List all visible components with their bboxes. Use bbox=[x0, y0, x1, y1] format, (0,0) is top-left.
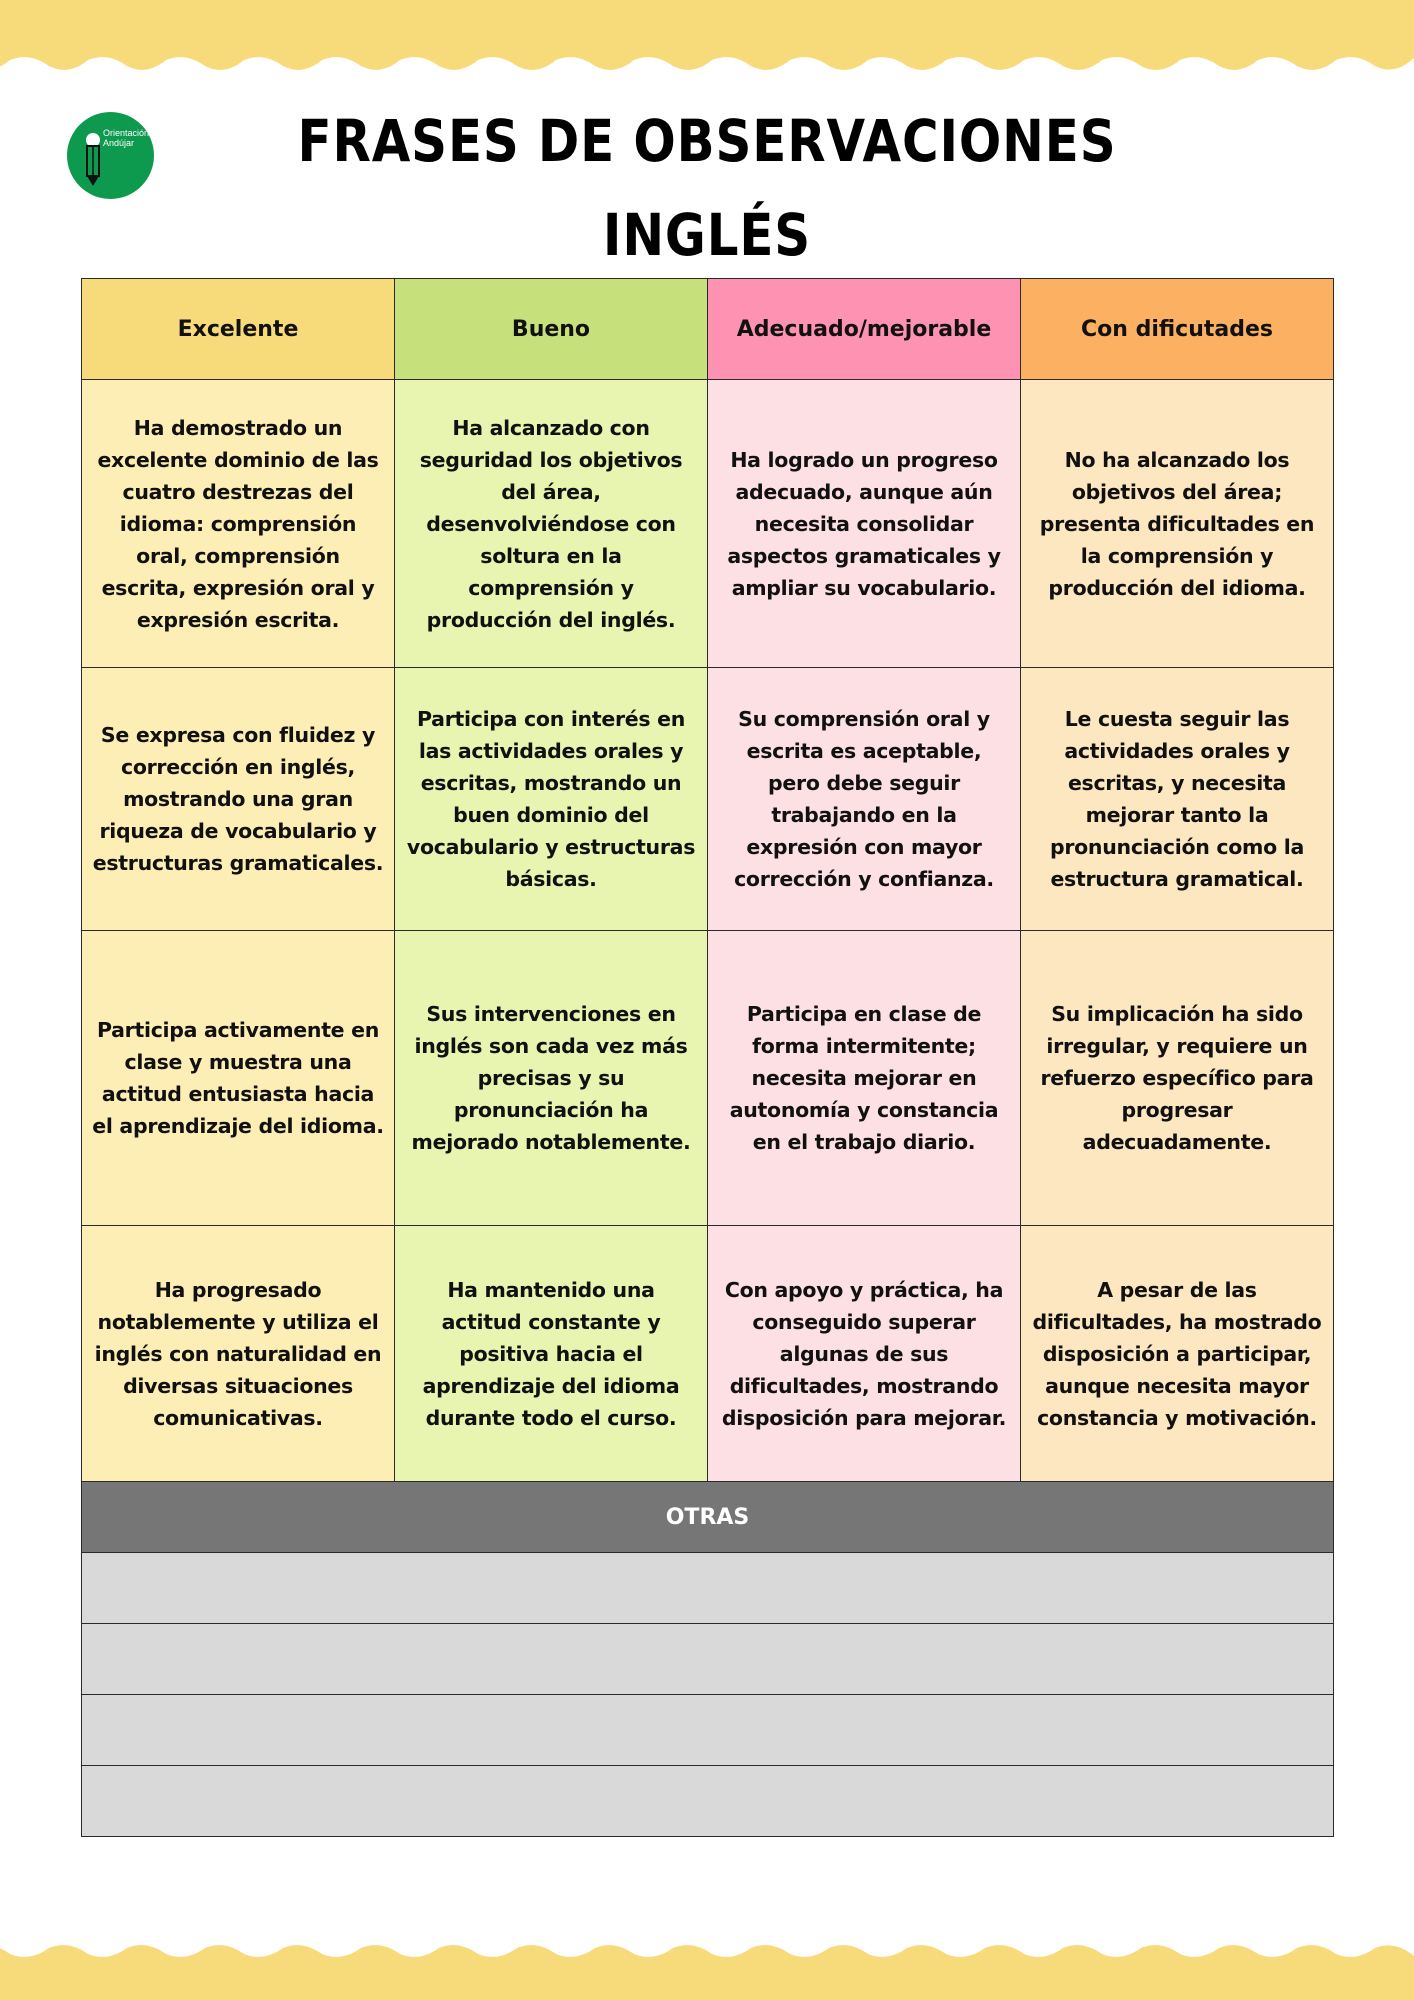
cell-excelente: Ha demostrado un excelente dominio de las cuatro destrezas del idioma: comprensión oral, comprensión escrita, expresión oral y expresión escrita. bbox=[82, 380, 395, 668]
table-row bbox=[82, 668, 1334, 931]
cell-excelente: Participa activamente en clase y muestra una actitud entusiasta hacia el aprendizaje del idioma. bbox=[82, 931, 395, 1226]
bottom-wave-band bbox=[0, 1938, 1414, 2000]
header-bueno: Bueno bbox=[395, 279, 708, 380]
cell-dificultades: A pesar de las dificultades, ha mostrado disposición a participar, aunque necesita mayor constancia y motivación. bbox=[1021, 1226, 1334, 1482]
page-title: FRASES DE OBSERVACIONES bbox=[297, 107, 1117, 175]
header-row bbox=[82, 279, 1334, 380]
otras-blank-row bbox=[82, 1695, 1334, 1766]
blank-line[interactable] bbox=[82, 1624, 1334, 1695]
logo-text: Orientación Andújar bbox=[103, 128, 150, 148]
blank-line[interactable] bbox=[82, 1695, 1334, 1766]
otras-header: OTRAS bbox=[82, 1482, 1334, 1553]
cell-bueno: Ha mantenido una actitud constante y positiva hacia el aprendizaje del idioma durante todo el curso. bbox=[395, 1226, 708, 1482]
table-row bbox=[82, 1226, 1334, 1482]
cell-dificultades: Le cuesta seguir las actividades orales y escritas, y necesita mejorar tanto la pronunciación como la estructura gramatical. bbox=[1021, 668, 1334, 931]
header-adecuado: Adecuado/mejorable bbox=[708, 279, 1021, 380]
cell-bueno: Ha alcanzado con seguridad los objetivos del área, desenvolviéndose con soltura en la comprensión y producción del inglés. bbox=[395, 380, 708, 668]
header-dificultades: Con dificutades bbox=[1021, 279, 1334, 380]
otras-blank-row bbox=[82, 1766, 1334, 1837]
top-wave-band bbox=[0, 0, 1414, 80]
otras-blank-row bbox=[82, 1553, 1334, 1624]
cell-adecuado: Su comprensión oral y escrita es aceptable, pero debe seguir trabajando en la expresión con mayor corrección y confianza. bbox=[708, 668, 1021, 931]
observations-table bbox=[81, 278, 1334, 1837]
otras-blank-row bbox=[82, 1624, 1334, 1695]
cell-excelente: Ha progresado notablemente y utiliza el inglés con naturalidad en diversas situaciones comunicativas. bbox=[82, 1226, 395, 1482]
cell-bueno: Sus intervenciones en inglés son cada vez más precisas y su pronunciación ha mejorado notablemente. bbox=[395, 931, 708, 1226]
cell-dificultades: No ha alcanzado los objetivos del área; presenta dificultades en la comprensión y producción del idioma. bbox=[1021, 380, 1334, 668]
cell-bueno: Participa con interés en las actividades orales y escritas, mostrando un buen dominio del vocabulario y estructuras básicas. bbox=[395, 668, 708, 931]
header-excelente: Excelente bbox=[82, 279, 395, 380]
cell-adecuado: Participa en clase de forma intermitente; necesita mejorar en autonomía y constancia en el trabajo diario. bbox=[708, 931, 1021, 1226]
blank-line[interactable] bbox=[82, 1553, 1334, 1624]
cell-adecuado: Ha logrado un progreso adecuado, aunque aún necesita consolidar aspectos gramaticales y ampliar su vocabulario. bbox=[708, 380, 1021, 668]
table-row bbox=[82, 931, 1334, 1226]
blank-line[interactable] bbox=[82, 1766, 1334, 1837]
cell-dificultades: Su implicación ha sido irregular, y requiere un refuerzo específico para progresar adecuadamente. bbox=[1021, 931, 1334, 1226]
cell-excelente: Se expresa con fluidez y corrección en inglés, mostrando una gran riqueza de vocabulario y estructuras gramaticales. bbox=[82, 668, 395, 931]
page-subtitle: INGLÉS bbox=[602, 201, 812, 269]
table-row bbox=[82, 380, 1334, 668]
otras-header-row bbox=[82, 1482, 1334, 1553]
cell-adecuado: Con apoyo y práctica, ha conseguido superar algunas de sus dificultades, mostrando disposición para mejorar. bbox=[708, 1226, 1021, 1482]
